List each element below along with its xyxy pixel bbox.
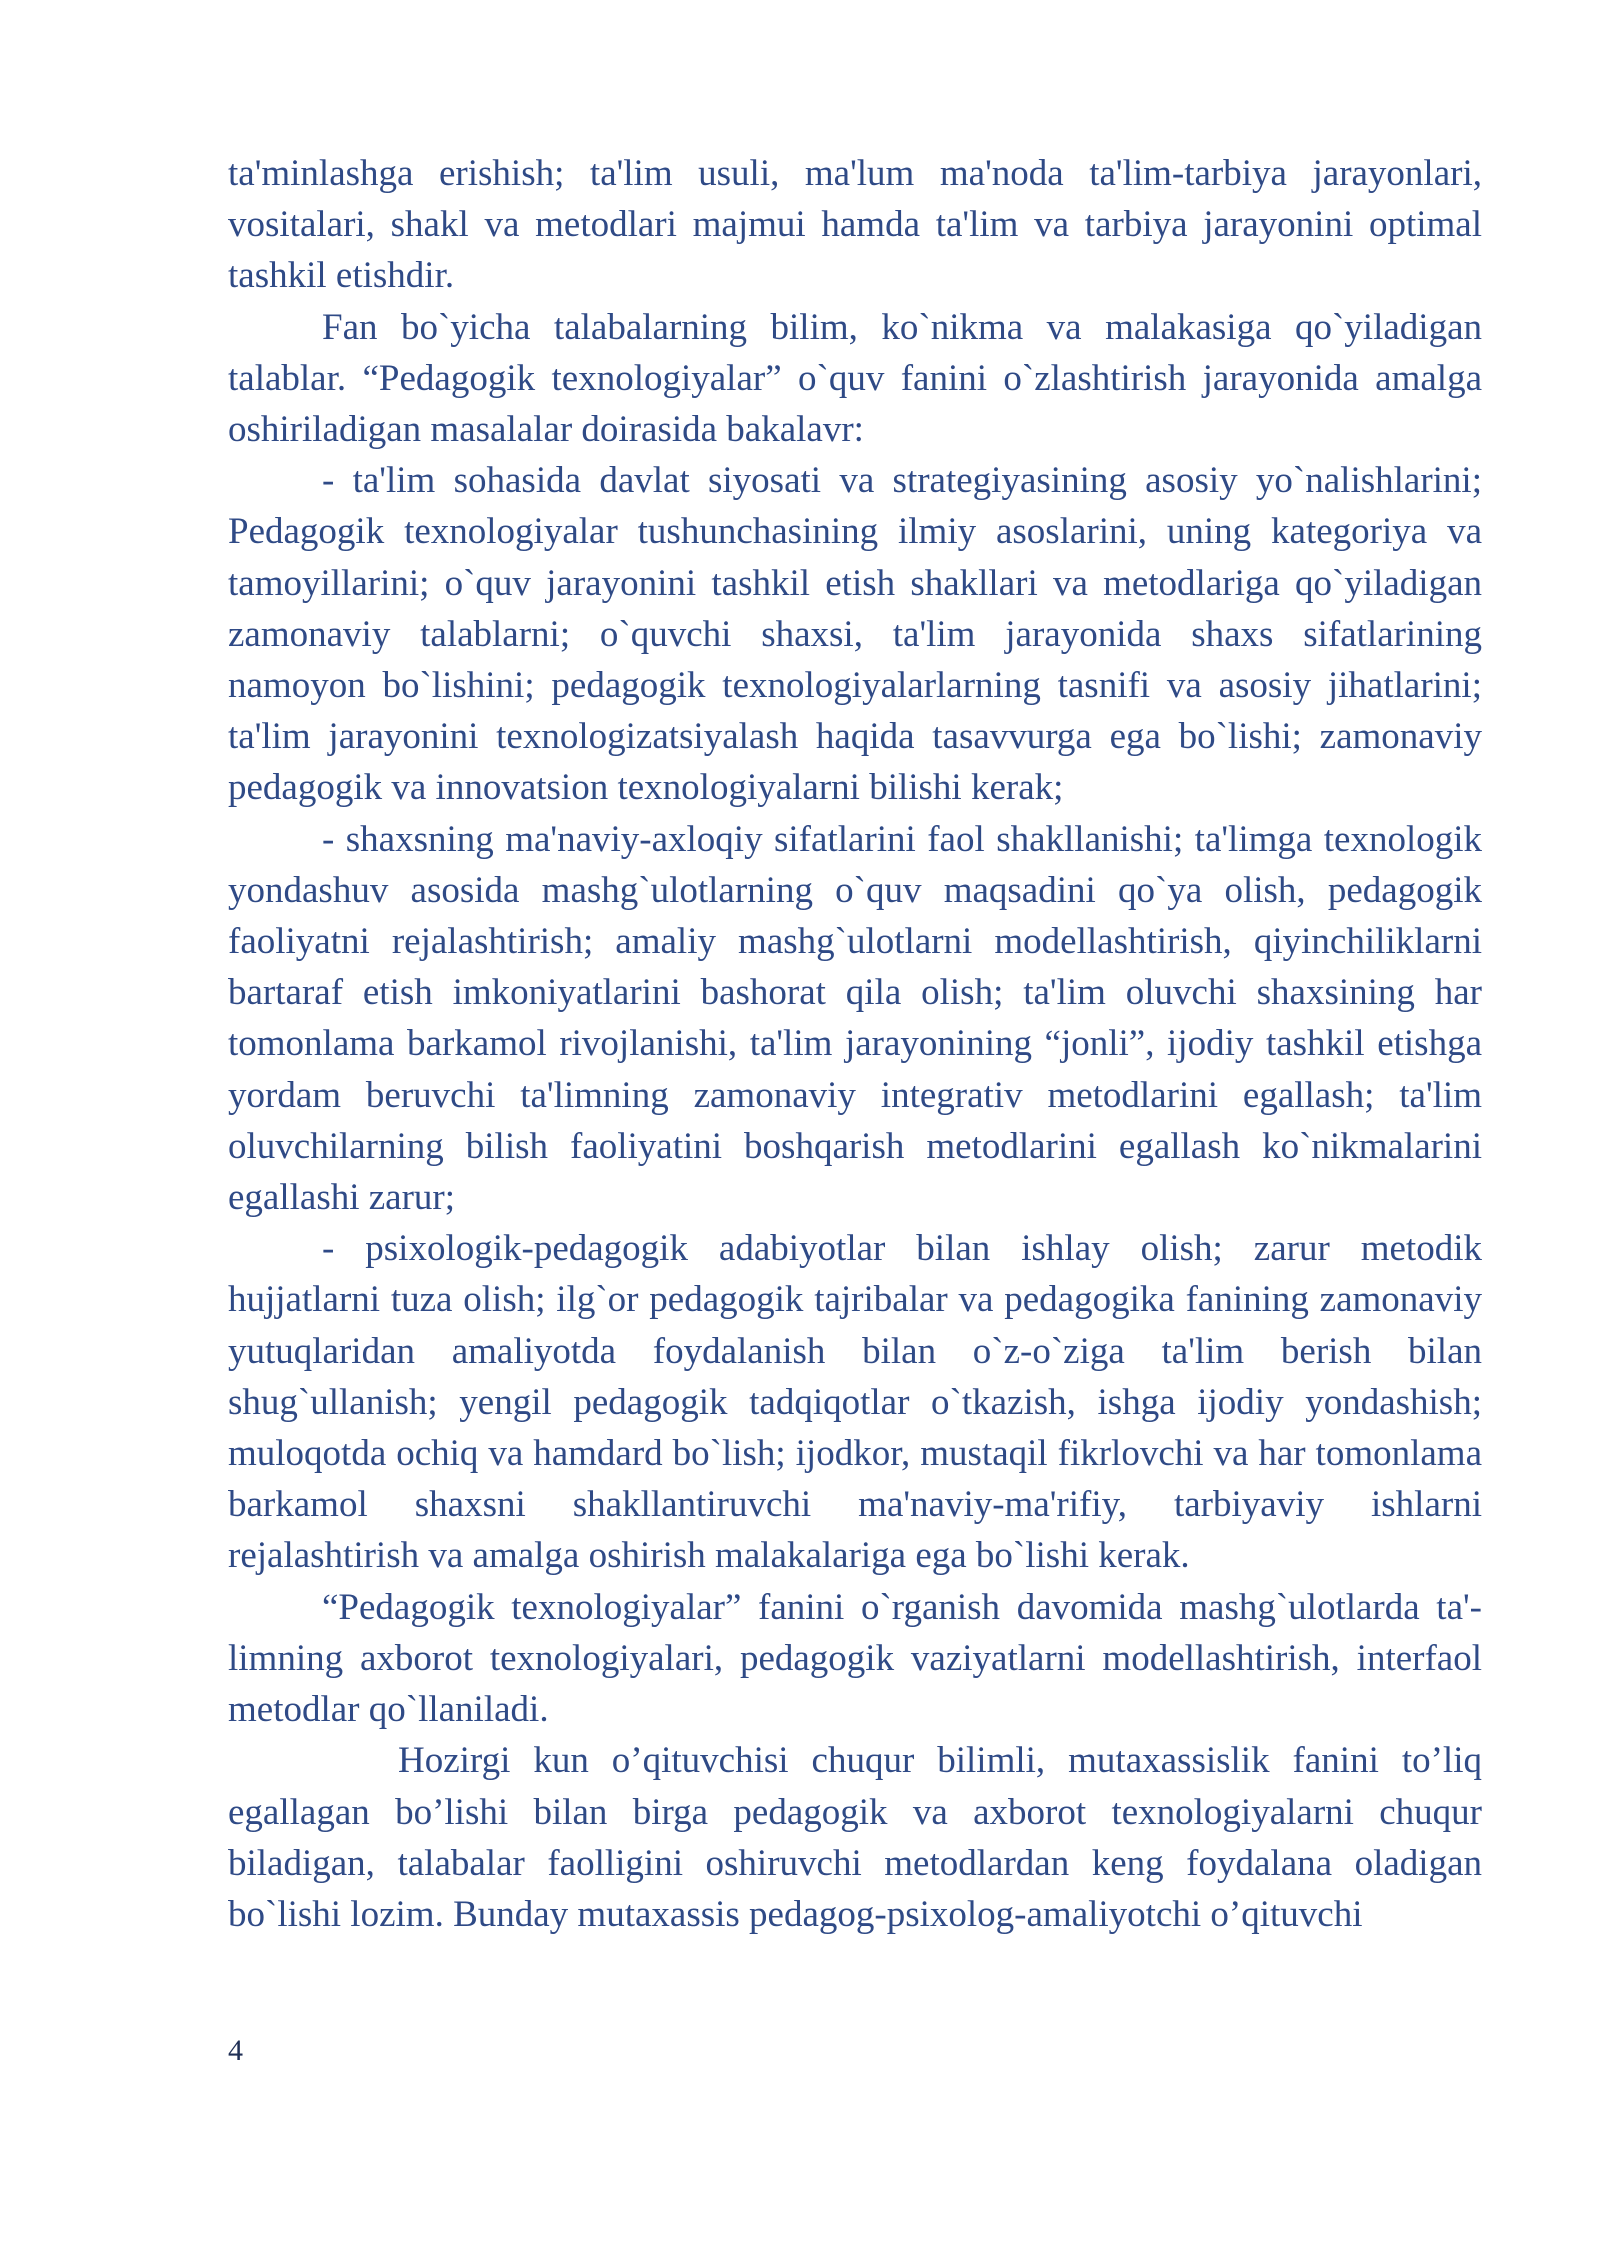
paragraph-1: ta'minlashga erishish; ta'lim usuli, ma'lum ma'noda ta'lim-tarbiya jarayonlari, vositalari, shakl va metodlari majmui hamda ta'lim va tarbiya jarayonini optimal tashkil etishdir. <box>228 153 1482 297</box>
page-number: 4 <box>228 2034 243 2067</box>
paragraph-3: - ta'lim sohasida davlat siyosati va strategiyasining asosiy yo`nalishlarini; Pedagogik texnologiyalar tushunchasining ilmiy asoslarini, uning kategoriya va tamoyillarini; o`quv jarayonini tashkil etish shakllari va metodlariga qo`yiladigan zamonaviy talablarni; o`quvchi shaxsi, ta'lim jarayonida shaxs sifatlarining namoyon bo`lishini; pedagogik texnologiyalarlarning tasnifi va asosiy jihatlarini; ta'lim jarayonini texnologizatsiyalash haqida tasavvurga ega bo`lishi; zamonaviy pedagogik va innovatsion texnologiyalarni bilishi kerak; <box>228 460 1482 809</box>
body-text <box>228 148 1482 1940</box>
paragraph-4: - shaxsning ma'naviy-axloqiy sifatlarini faol shakllanishi; ta'limga texnologik yondashuv asosida mashg`ulotlarning o`quv maqsadini qo`ya olish, pedagogik faoliyatni rejalashtirish; amaliy mashg`ulotlarni modellashtirish, qiyinchiliklarni bartaraf etish imkoniyatlarini bashorat qila olish; ta'lim oluvchi shaxsining har tomonlama barkamol rivojlanishi, ta'lim jarayonining “jonli”, ijodiy tashkil etishga yordam beruvchi ta'limning zamonaviy integrativ metodlarini egallash; ta'lim oluvchilarning bilish faoliyatini boshqarish metodlarini egallash ko`nikmalarini egallashi zarur; <box>228 818 1482 1219</box>
paragraph-6: “Pedagogik texnologiyalar” fanini o`rganish davomida mashg`ulotlarda ta'-limning axborot texnologiyalari, pedagogik vaziyatlarni modellashtirish, interfaol metodlar qo`llaniladi. <box>228 1586 1482 1731</box>
paragraph-2: Fan bo`yicha talabalarning bilim, ko`nikma va malakasiga qo`yiladigan talablar. “Pedagogik texnologiyalar” o`quv fanini o`zlashtirish jarayonida amalga oshiriladigan masalalar doirasida bakalavr: <box>228 306 1482 451</box>
paragraph-5: - psixologik-pedagogik adabiyotlar bilan ishlay olish; zarur metodik hujjatlarni tuza olish; ilg`or pedagogik tajribalar va pedagogika fanining zamonaviy yutuqlaridan amaliyotda foydalanish bilan o`z-o`ziga ta'lim berish bilan shug`ullanish; yengil pedagogik tadqiqotlar o`tkazish, ishga ijodiy yondashish; muloqotda ochiq va hamdard bo`lish; ijodkor, mustaqil fikrlovchi va har tomonlama barkamol shaxsni shakllantiruvchi ma'naviy-ma'rifiy, tarbiyaviy ishlarni rejalashtirish va amalga oshirish malakalariga ega bo`lishi kerak. <box>228 1228 1482 1577</box>
paragraph-7: Hozirgi kun o’qituvchisi chuqur bilimli, mutaxassislik fanini to’liq egallagan bo’lishi bilan birga pedagogik va axborot texnologiyalarni chuqur biladigan, talabalar faolligini oshiruvchi metodlardan keng foydalana oladigan bo`lishi lozim. Bunday mutaxassis pedagog-psixolog-amaliyotchi o’qituvchi <box>228 1740 1482 1935</box>
